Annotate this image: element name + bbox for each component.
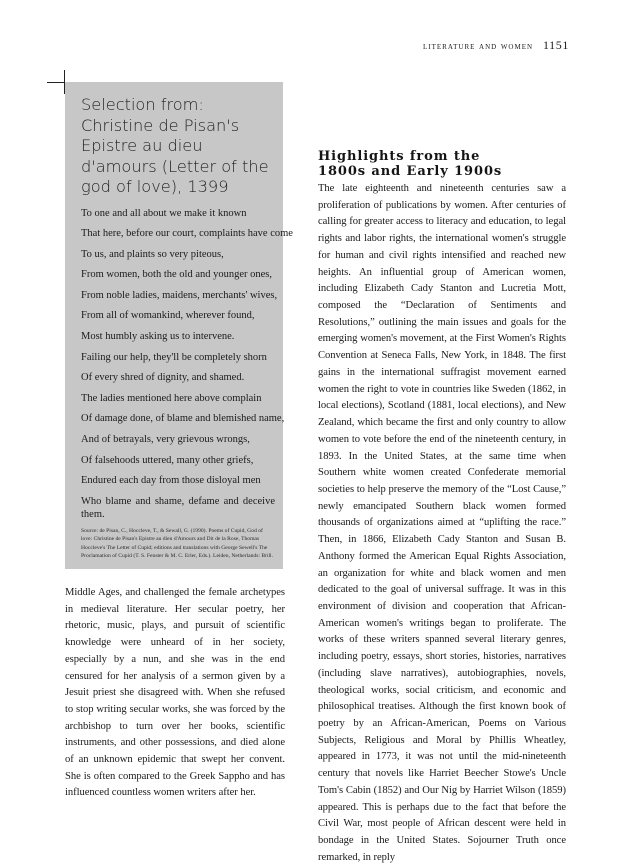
sidebar-corner-rule-horizontal [47,82,65,83]
right-column [318,150,566,866]
poem-line: To one and all about we make it known [81,207,247,219]
poem-line: Of every shred of dignity, and shamed. [81,372,245,384]
left-column [65,585,285,802]
poem-line: Of falsehoods uttered, many other griefs, [81,454,254,466]
poem-line: Most humbly asking us to intervene. [81,331,235,343]
poem-line: And of betrayals, very grievous wrongs, [81,434,250,446]
poem-line: From women, both the old and younger ones, [81,269,273,281]
running-head-title: literature and women [423,41,534,52]
sidebar-source-citation: Source: de Pisan, C., Hoccleve, T., & Sewall, G. (1990). Poems of Cupid, God of love: Christine de Pisan's Epistre au dieu d'Amours and Dit de la Rose, Thomas Hoccleve's The Letter of Cupid; editions and translations with George Sewell's The Proclamation of Cupid (T. S. Fenster & M. C. Erler, Eds.). Leiden, Netherlands: Brill. [81,527,274,560]
section-heading-line-2: 1800s and Early 1900s [318,163,503,179]
running-head [423,38,569,53]
poem-lines [81,207,293,521]
sidebar-title: Selection from: Christine de Pisan's Epistre au dieu d'amours (Letter of the god of love), 1399 [81,95,269,196]
poem-line: Endured each day from those disloyal men [81,475,261,487]
section-heading [318,150,566,179]
left-column-paragraph: Middle Ages, and challenged the female archetypes in medieval literature. Her secular poetry, her rhetoric, music, plays, and pursuit of scientific knowledge were unheard of in her society, especially by a nun, and she was in the end censured for her analysis of a sermon given by a Jesuit priest she disagreed with. When she refused to stop writing secular works, she was forced by the archbishop to turn over her books, scientific instruments, and other possessions, and died alone of an unknown epidemic that swept her convent. She is often compared to the Greek Sappho and has influenced countless women writers after her. [65,587,285,799]
poem-line: Who blame and shame, defame and deceive them. [81,495,275,520]
right-column-body [318,181,566,866]
poem-line: To us, and plaints so very piteous, [81,248,224,260]
poem-line: Failing our help, they'll be completely shorn [81,351,267,363]
right-column-paragraph: The late eighteenth and nineteenth centuries saw a proliferation of publications by women. After centuries of calling for greater access to literacy and education, to legal rights and labor rights, the international women's struggle for human and civil rights intensified and reached new heights. An influential group of American women, including Elizabeth Cady Stanton and Lucretia Mott, composed the “Declaration of Sentiments and Resolutions,” outlining the main issues and goals for the emerging women's movement, at the First Women's Rights Convention at Seneca Falls, New York, in 1848. The first gains in the international suffragist movement earned women the right to vote in countries like Sweden (1862, in local elections), Scotland (1881, local elections), and New Zealand, which became the first and only country to allow women to vote before the end of the nineteenth century, in 1893. In the United States, at the same time when Southern white women created Confederate memorial societies to help preserve the memory of the “Lost Cause,” newly emancipated Southern black women formed thousands of organizations aimed at “uplifting the race.” Then, in 1866, Elizabeth Cady Stanton and Susan B. Anthony formed the American Equal Rights Association, an organization for white and black women and men dedicated to the goal of universal suffrage. It was in this environment of division and cooperation that African-American women's writings began to proliferate. The works of these writers spanned several literary genres, including poetry, essays, short stories, histories, narratives (including slave narratives), autobiographies, novels, theological works, social criticism, and economic and philosophical treatises. Although the first known book of poetry by an African-American, Poems on Various Subjects, Religious and Moral by Phillis Wheatley, appeared in 1773, it was not until the mid-nineteenth century that novels like Harriet Beecher Stowe's Uncle Tom's Cabin (1852) and Our Nig by Harriet Wilson (1859) appeared. This is perhaps due to the fact that before the Civil War, most people of African descent were held in bondage in the United States. Sojourner Truth once remarked, in reply [318,183,566,863]
sidebar-box [65,82,293,569]
poem-line: The ladies mentioned here above complain [81,392,262,404]
poem-line: That here, before our court, complaints have come [81,228,293,240]
section-heading-line-1: Highlights from the [318,149,481,164]
poem-line: From all of womankind, wherever found, [81,310,255,322]
poem-line: Of damage done, of blame and blemished name, [81,413,285,425]
page-number: 1151 [543,38,569,52]
poem-line: From noble ladies, maidens, merchants' wives, [81,289,278,301]
